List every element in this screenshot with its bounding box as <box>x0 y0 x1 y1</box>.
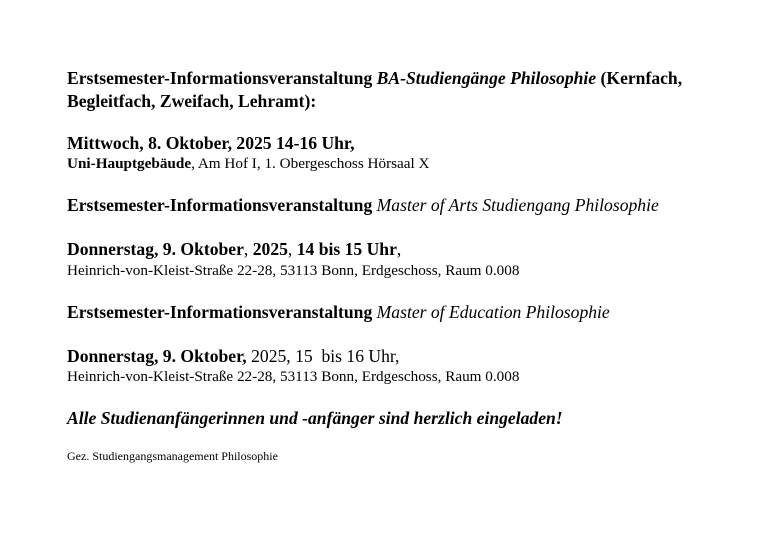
event1-location-detail: , Am Hof I, 1. Obergeschoss Hörsaal X <box>191 155 430 172</box>
event2-date-end: , <box>396 239 402 259</box>
event2-date <box>67 239 401 260</box>
event3-date-time: 2025, 15 bis 16 Uhr, <box>246 346 400 366</box>
event3-heading-prefix: Erstsemester-Informationsveranstaltung <box>67 302 377 322</box>
event1-heading-prefix: Erstsemester-Informationsveranstaltung <box>67 68 377 88</box>
event1-date: Mittwoch, 8. Oktober, 2025 14-16 Uhr, <box>67 133 355 153</box>
event3-heading-program: Master of Education Philosophie <box>376 302 610 322</box>
event2-date-sep1: , <box>243 239 253 259</box>
event3-date <box>67 346 399 367</box>
event3-location: Heinrich-von-Kleist-Straße 22-28, 53113 Bonn, Erdgeschoss, Raum 0.008 <box>67 368 520 385</box>
event3-heading <box>67 302 610 323</box>
event2-date-sep2: , <box>287 239 297 259</box>
event2-date-year: 2025 <box>252 239 288 259</box>
event1-heading-suffix: (Kernfach, <box>596 68 683 88</box>
event2-date-day: Donnerstag, 9. Oktober <box>67 239 244 259</box>
event2-date-time: 14 bis 15 Uhr <box>296 239 397 259</box>
event1-heading-program: BA-Studiengänge Philosophie <box>376 68 597 88</box>
event2-heading <box>67 195 659 216</box>
event1-location <box>67 155 430 173</box>
event2-location: Heinrich-von-Kleist-Straße 22-28, 53113 Bonn, Erdgeschoss, Raum 0.008 <box>67 262 520 279</box>
event2-heading-prefix: Erstsemester-Informationsveranstaltung <box>67 195 377 215</box>
event1-heading-line1 <box>67 68 682 89</box>
event1-location-building: Uni-Hauptgebäude <box>67 155 192 172</box>
event2-heading-program: Master of Arts Studiengang Philosophie <box>376 195 659 215</box>
event1-heading-line2: Begleitfach, Zweifach, Lehramt): <box>67 91 317 111</box>
signature: Gez. Studiengangsmanagement Philosophie <box>67 449 278 463</box>
event3-date-day: Donnerstag, 9. Oktober, <box>67 346 247 366</box>
invitation-text: Alle Studienanfängerinnen und -anfänger sind herzlich eingeladen! <box>67 408 563 428</box>
